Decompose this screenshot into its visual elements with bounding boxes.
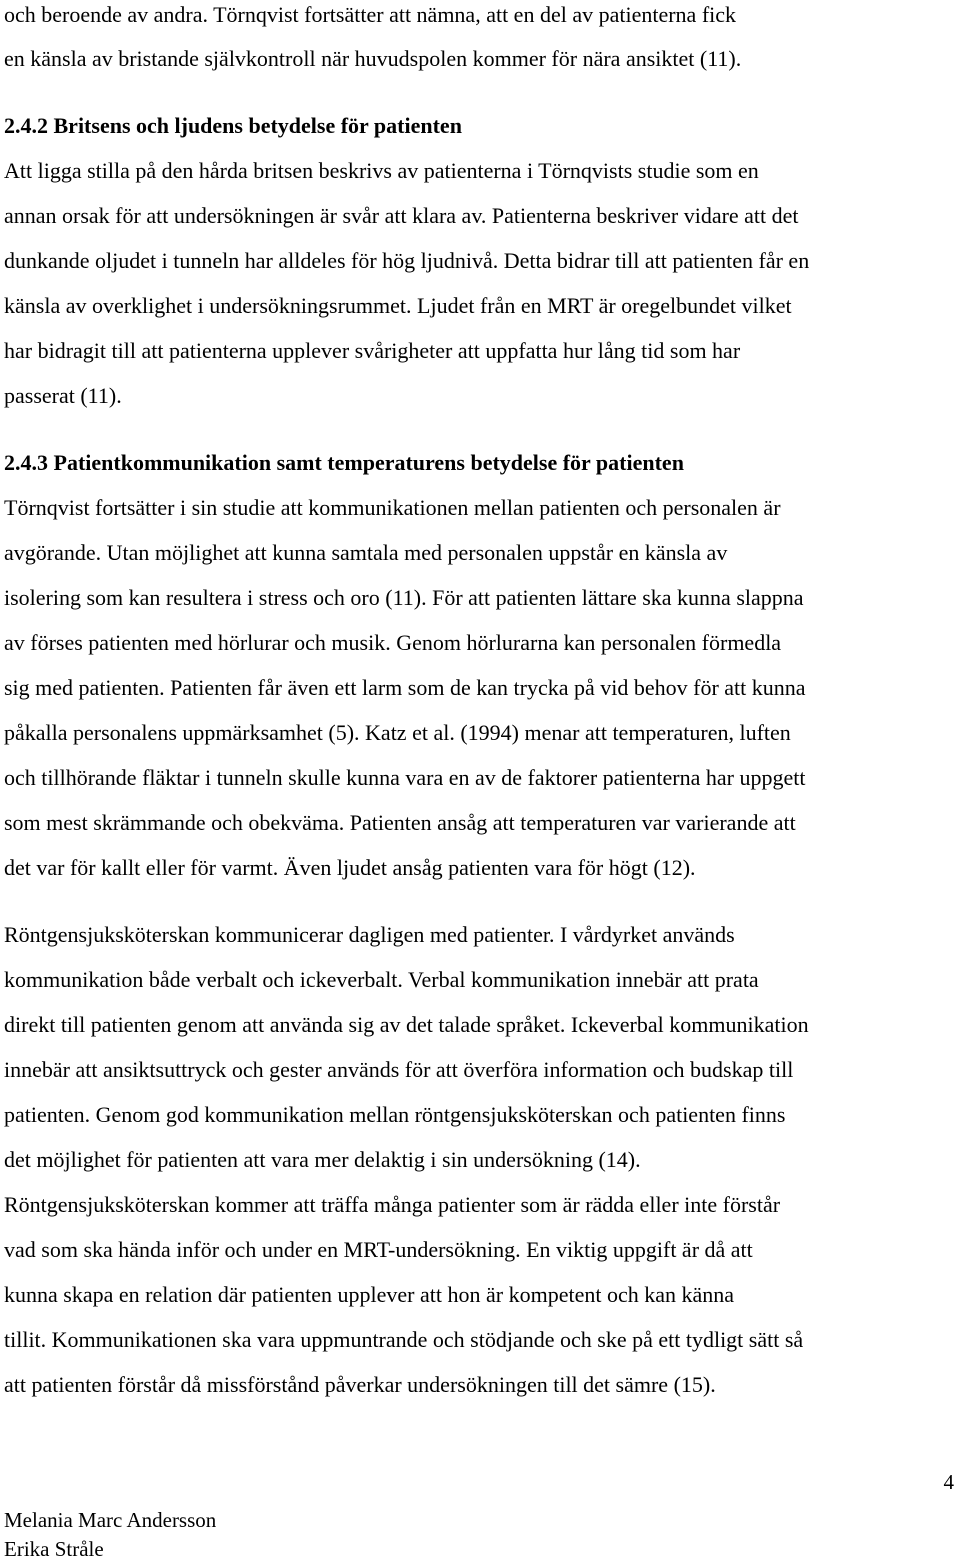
- text-line: av förses patienten med hörlurar och musik. Genom hörlurarna kan personalen förmedla: [4, 630, 782, 655]
- text-line: har bidragit till att patienterna upplever svårigheter att uppfatta hur lång tid som har: [4, 338, 741, 363]
- text-line: och beroende av andra. Törnqvist fortsätter att nämna, att en del av patienterna fick: [4, 2, 737, 27]
- text-line: Att ligga stilla på den hårda britsen beskrivs av patienterna i Törnqvists studie som en: [4, 158, 759, 183]
- text-line: tillit. Kommunikationen ska vara uppmuntrande och stödjande och ske på ett tydligt sätt så: [4, 1327, 804, 1352]
- text-line: innebär att ansiktsuttryck och gester används för att överföra information och budskap till: [4, 1057, 794, 1082]
- text-line: dunkande oljudet i tunneln har alldeles för hög ljudnivå. Detta bidrar till att patienten får en: [4, 248, 810, 273]
- text-line: direkt till patienten genom att använda sig av det talade språket. Ickeverbal kommunikation: [4, 1012, 809, 1037]
- text-line: känsla av overklighet i undersökningsrummet. Ljudet från en MRT är oregelbundet vilket: [4, 293, 792, 318]
- page-number: 4: [943, 1470, 954, 1494]
- text-line: det var för kallt eller för varmt. Även ljudet ansåg patienten vara för högt (12).: [4, 855, 696, 880]
- text-line: patienten. Genom god kommunikation mellan röntgensjuksköterskan och patienten finns: [4, 1102, 786, 1127]
- text-line: en känsla av bristande självkontroll när huvudspolen kommer för nära ansiktet (11).: [4, 46, 742, 71]
- text-line: och tillhörande fläktar i tunneln skulle kunna vara en av de faktorer patienterna har uppgett: [4, 765, 806, 790]
- section-heading-2-4-3: 2.4.3 Patientkommunikation samt temperaturens betydelse för patienten: [4, 450, 684, 475]
- text-line: vad som ska hända inför och under en MRT-undersökning. En viktig uppgift är då att: [4, 1237, 753, 1262]
- text-line: kommunikation både verbalt och ickeverbalt. Verbal kommunikation innebär att prata: [4, 967, 759, 992]
- text-line: passerat (11).: [4, 383, 122, 408]
- text-line: isolering som kan resultera i stress och oro (11). För att patienten lättare ska kunna slappna: [4, 585, 804, 610]
- text-line: kunna skapa en relation där patienten upplever att hon är kompetent och kan känna: [4, 1282, 735, 1307]
- footer-author-2: Erika Stråle: [4, 1537, 104, 1561]
- text-line: annan orsak för att undersökningen är svår att klara av. Patienterna beskriver vidare att det: [4, 203, 799, 228]
- text-line: sig med patienten. Patienten får även ett larm som de kan trycka på vid behov för att kunna: [4, 675, 806, 700]
- text-line: påkalla personalens uppmärksamhet (5). Katz et al. (1994) menar att temperaturen, luften: [4, 720, 791, 745]
- text-line: Törnqvist fortsätter i sin studie att kommunikationen mellan patienten och personalen är: [4, 495, 781, 520]
- text-line: Röntgensjuksköterskan kommer att träffa många patienter som är rädda eller inte förstår: [4, 1192, 781, 1217]
- text-line: Röntgensjuksköterskan kommunicerar dagligen med patienter. I vårdyrket används: [4, 922, 735, 947]
- text-line: avgörande. Utan möjlighet att kunna samtala med personalen uppstår en känsla av: [4, 540, 728, 565]
- text-line: som mest skrämmande och obekväma. Patienten ansåg att temperaturen var varierande att: [4, 810, 796, 835]
- text-line: det möjlighet för patienten att vara mer delaktig i sin undersökning (14).: [4, 1147, 641, 1172]
- section-heading-2-4-2: 2.4.2 Britsens och ljudens betydelse för patienten: [4, 113, 462, 138]
- footer-author-1: Melania Marc Andersson: [4, 1508, 217, 1532]
- text-line: att patienten förstår då missförstånd påverkar undersökningen till det sämre (15).: [4, 1372, 716, 1397]
